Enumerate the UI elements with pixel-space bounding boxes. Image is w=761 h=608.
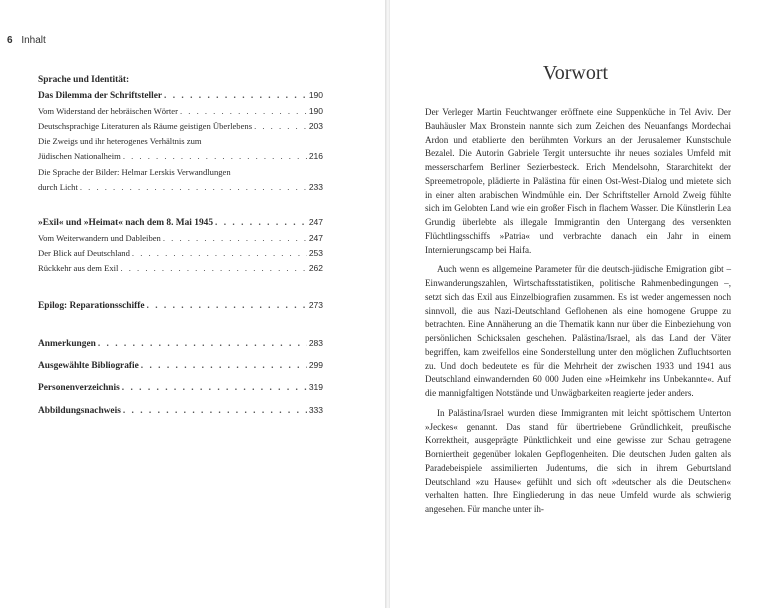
toc-entry-back-matter[interactable] — [38, 380, 323, 396]
toc-entry-epilog[interactable] — [38, 298, 323, 314]
toc-entry-title: Deutschsprachige Literaturen als Räume geistigen Überlebens — [38, 121, 253, 132]
toc-entry-title: Vom Weiterwandern und Dableiben — [38, 232, 161, 243]
toc-entry-page: 333 — [308, 404, 323, 415]
toc-entry-title: Rückkehr aus dem Exil — [38, 263, 119, 274]
toc-entry-page: 247 — [308, 232, 323, 243]
toc-entry-title: durch Licht — [38, 181, 78, 192]
toc-entry[interactable] — [38, 231, 323, 246]
paragraph: In Palästina/Israel wurden diese Immigranten mit leicht spöttischem Unterton »Jeckes« genannt. Das stand für übertriebene Gründlichkeit, preußische Korrektheit, ausgeprägte Pünktlichkeit und eine gewisse zur Schau getragene Borniertheit gegenüber lokalen Gepflogenheiten. Die deutschen Juden galten als Paradebeispiele assimilierten Judentums, die sich in ihrem Geburtsland Deutschland »zu Hause« gefühlt und sich oft »deutscher als die Deutschen« verhalten hatten. Ihre Eingliederung in das neue Umfeld wurde als schwierig angesehen. Für manche unter ih- — [425, 407, 731, 514]
toc-entry-page: 262 — [308, 263, 323, 274]
body-text — [425, 106, 731, 517]
toc-entry-page: 190 — [308, 90, 323, 101]
running-head — [7, 35, 46, 46]
toc-entry-page: 203 — [308, 121, 323, 132]
toc-leader-dots — [164, 89, 307, 104]
toc-entry-back-matter[interactable] — [38, 358, 323, 374]
toc-entry-page: 216 — [308, 151, 323, 162]
toc-leader-dots — [123, 404, 307, 419]
toc-entry-title: Der Blick auf Deutschland — [38, 247, 130, 258]
toc-leader-dots — [215, 216, 307, 231]
right-page — [390, 0, 761, 608]
toc-entry-title: Abbildungsnachweis — [38, 405, 121, 416]
toc-entry-title: Personenverzeichnis — [38, 383, 120, 394]
toc-entry[interactable] — [38, 88, 323, 104]
toc-entry[interactable] — [38, 149, 323, 164]
toc-entry-title: Jüdischen Nationalheim — [38, 151, 121, 162]
page-number: 6 — [7, 35, 13, 46]
toc-entry-line[interactable]: Die Zweigs und ihr heterogenes Verhältnis zum — [38, 136, 202, 147]
toc-entry-title: Anmerkungen — [38, 339, 96, 350]
paragraph: Auch wenn es allgemeine Parameter für die deutsch-jüdische Emigration gibt – Einwanderungszahlen, Wirtschaftsstatistiken, politische Rahmenbedingungen –, setzt sich das Exil aus Einzelbiografien zusammen. Es ist weder angemessen noch sinnvoll, die aus Nazi-Deutschland Geflohenen als eine homogene Gruppe zu betrachten. Eine Annäherung an die Thematik kann nur über die Einbeziehung von persönlichen Schicksalen geschehen. Palästina/Israel, als das Land der Väter begriffen, kam zweifellos eine Sonderstellung unter den möglichen Zufluchtsorten zu. Und doch bedeutete es für die Mehrheit der zwischen 1933 und 1941 aus Deutschland einwandernden 60 000 Juden eine »Heimkehr ins Unbekannte«. Auf die mannigfaltigen Notstände und Unwägbarkeiten reagierte jeder anders. — [425, 264, 731, 398]
toc-leader-dots — [132, 246, 307, 261]
toc-section-heading: Sprache und Identität: — [38, 75, 130, 85]
toc-leader-dots — [141, 359, 307, 374]
toc-entry-page: 319 — [308, 382, 323, 393]
toc-entry-page: 247 — [308, 216, 323, 227]
toc-leader-dots — [147, 299, 307, 314]
toc-entry[interactable] — [38, 215, 323, 231]
toc-entry[interactable] — [38, 119, 323, 134]
toc-entry[interactable] — [38, 104, 323, 119]
toc-leader-dots — [254, 119, 307, 134]
toc-leader-dots — [122, 381, 307, 396]
toc-entry-page: 190 — [308, 106, 323, 117]
toc-leader-dots — [120, 261, 306, 276]
toc-entry-line[interactable]: Die Sprache der Bilder: Helmar Lerskis Verwandlungen — [38, 166, 231, 177]
toc-entry-page: 253 — [308, 247, 323, 258]
table-of-contents — [38, 73, 323, 419]
toc-entry-page: 283 — [308, 338, 323, 349]
toc-entry-back-matter[interactable] — [38, 403, 323, 419]
toc-entry-title: »Exil« und »Heimat« nach dem 8. Mai 1945 — [38, 217, 214, 228]
chapter-title: Vorwort — [542, 62, 609, 84]
toc-entry-page: 299 — [308, 360, 323, 371]
toc-entry-page: 233 — [308, 181, 323, 192]
toc-entry-title: Epilog: Reparationsschiffe — [38, 301, 145, 312]
toc-leader-dots — [180, 104, 307, 119]
running-head-title: Inhalt — [21, 35, 46, 46]
toc-entry-back-matter[interactable] — [38, 336, 323, 352]
toc-leader-dots — [163, 231, 307, 246]
toc-entry[interactable] — [38, 180, 323, 195]
toc-leader-dots — [80, 180, 307, 195]
toc-entry[interactable] — [38, 246, 323, 261]
toc-leader-dots — [98, 337, 307, 352]
toc-entry-page: 273 — [308, 300, 323, 311]
paragraph: Der Verleger Martin Feuchtwanger eröffnete eine Suppenküche in Tel Aviv. Der Bauhäusler Max Bronstein nannte sich zum Zeichen des Neuanfangs Mordechai Ardon und etablierte den berühmten Vorkurs an der Jerusalemer Kunstschule Bezalel. Die Autorin Gabriele Tergit untersuchte ihr neues soziales Umfeld mit messerscharfem Berliner Sezierbesteck. Erich Mendelsohn, Stararchitekt der Spreemetropole, plädierte in Palästina für einen Ost-West-Dialog und mietete sich in einer alten arabischen Windmühle ein. Der Schriftsteller Arnold Zweig fühlte sich im Gelobten Land wie ein großer Fisch in flachem Wasser. Die Künstlerin Lea Grundig überlebte als illegale Immigrantin den Untergang des versenkten Flüchtlingsschiffs »Patria« und verbrachte danach ein Jahr in einem Internierungscamp bei Haifa. — [425, 107, 731, 255]
toc-entry-title: Ausgewählte Bibliografie — [38, 361, 139, 372]
toc-entry[interactable] — [38, 261, 323, 276]
toc-leader-dots — [123, 149, 307, 164]
toc-entry-title: Vom Widerstand der hebräischen Wörter — [38, 106, 178, 117]
toc-entry-title: Das Dilemma der Schriftsteller — [38, 91, 163, 102]
